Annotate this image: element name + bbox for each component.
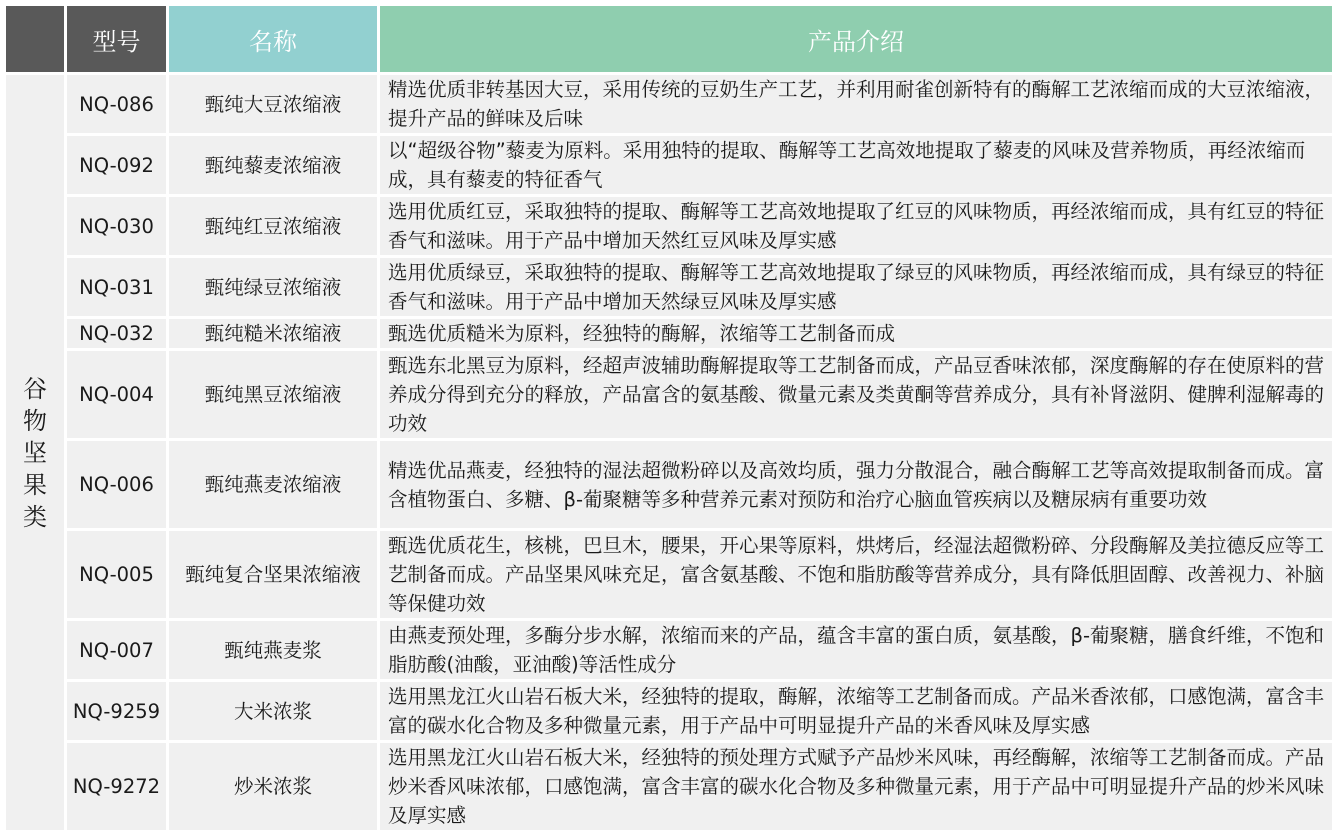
table-row — [6, 441, 1332, 528]
table-row — [6, 682, 1332, 740]
table-row — [6, 136, 1332, 194]
model-cell: NQ-032 — [67, 319, 166, 348]
description-cell: 精选优质非转基因大豆，采用传统的豆奶生产工艺，并利用耐雀创新特有的酶解工艺浓缩而成的大豆浓缩液，提升产品的鲜味及后味 — [380, 75, 1332, 133]
model-cell: NQ-007 — [67, 621, 166, 679]
table-row — [6, 197, 1332, 255]
header-row — [6, 6, 1332, 72]
description-cell: 由燕麦预处理，多酶分步水解，浓缩而来的产品，蕴含丰富的蛋白质，氨基酸，β-葡聚糖，膳食纤维，不饱和脂肪酸(油酸，亚油酸)等活性成分 — [380, 621, 1332, 679]
name-cell: 甄纯黑豆浓缩液 — [169, 351, 377, 438]
table-row — [6, 75, 1332, 133]
model-cell: NQ-030 — [67, 197, 166, 255]
table-row — [6, 319, 1332, 348]
model-cell: NQ-9272 — [67, 743, 166, 830]
description-cell: 选用黑龙江火山岩石板大米，经独特的提取，酶解，浓缩等工艺制备而成。产品米香浓郁，口感饱满，富含丰富的碳水化合物及多种微量元素，用于产品中可明显提升产品的米香风味及厚实感 — [380, 682, 1332, 740]
name-cell: 炒米浓浆 — [169, 743, 377, 830]
header-blank-cell — [6, 6, 64, 72]
model-cell: NQ-004 — [67, 351, 166, 438]
header-name: 名称 — [169, 6, 377, 72]
name-cell: 大米浓浆 — [169, 682, 377, 740]
name-cell: 甄纯红豆浓缩液 — [169, 197, 377, 255]
name-cell: 甄纯燕麦浆 — [169, 621, 377, 679]
name-cell: 甄纯复合坚果浓缩液 — [169, 531, 377, 618]
table-row — [6, 351, 1332, 438]
description-cell: 甄选优质花生，核桃，巴旦木，腰果，开心果等原料，烘烤后，经湿法超微粉碎、分段酶解及美拉德反应等工艺制备而成。产品坚果风味充足，富含氨基酸、不饱和脂肪酸等营养成分，具有降低胆固醇、改善视力、补脑等保健功效 — [380, 531, 1332, 618]
name-cell: 甄纯燕麦浓缩液 — [169, 441, 377, 528]
header-model: 型号 — [67, 6, 166, 72]
model-cell: NQ-9259 — [67, 682, 166, 740]
description-cell: 精选优品燕麦，经独特的湿法超微粉碎以及高效均质，强力分散混合，融合酶解工艺等高效提取制备而成。富含植物蛋白、多糖、β-葡聚糖等多种营养元素对预防和治疗心脑血管疾病以及糖尿病有重要功效 — [380, 441, 1332, 528]
name-cell: 甄纯绿豆浓缩液 — [169, 258, 377, 316]
product-table — [3, 3, 1335, 833]
category-cell — [6, 75, 64, 830]
name-cell: 甄纯藜麦浓缩液 — [169, 136, 377, 194]
description-cell: 选用优质绿豆，采取独特的提取、酶解等工艺高效地提取了绿豆的风味物质，再经浓缩而成，具有绿豆的特征香气和滋味。用于产品中增加天然绿豆风味及厚实感 — [380, 258, 1332, 316]
description-cell: 甄选东北黑豆为原料，经超声波辅助酶解提取等工艺制备而成，产品豆香味浓郁，深度酶解的存在使原料的营养成分得到充分的释放，产品富含的氨基酸、微量元素及类黄酮等营养成分，具有补肾滋阴、健脾利湿解毒的功效 — [380, 351, 1332, 438]
category-label: 谷物坚果类 — [23, 374, 47, 531]
name-cell: 甄纯大豆浓缩液 — [169, 75, 377, 133]
table-row — [6, 531, 1332, 618]
description-cell: 选用黑龙江火山岩石板大米，经独特的预处理方式赋予产品炒米风味，再经酶解，浓缩等工艺制备而成。产品炒米香风味浓郁，口感饱满，富含丰富的碳水化合物及多种微量元素，用于产品中可明显提升产品的炒米风味及厚实感 — [380, 743, 1332, 830]
model-cell: NQ-086 — [67, 75, 166, 133]
model-cell: NQ-092 — [67, 136, 166, 194]
table-row — [6, 743, 1332, 830]
table-row — [6, 258, 1332, 316]
model-cell: NQ-006 — [67, 441, 166, 528]
name-cell: 甄纯糙米浓缩液 — [169, 319, 377, 348]
header-description: 产品介绍 — [380, 6, 1332, 72]
model-cell: NQ-005 — [67, 531, 166, 618]
description-cell: 选用优质红豆，采取独特的提取、酶解等工艺高效地提取了红豆的风味物质，再经浓缩而成，具有红豆的特征香气和滋味。用于产品中增加天然红豆风味及厚实感 — [380, 197, 1332, 255]
description-cell: 甄选优质糙米为原料，经独特的酶解，浓缩等工艺制备而成 — [380, 319, 1332, 348]
model-cell: NQ-031 — [67, 258, 166, 316]
description-cell: 以“超级谷物”藜麦为原料。采用独特的提取、酶解等工艺高效地提取了藜麦的风味及营养物质，再经浓缩而成，具有藜麦的特征香气 — [380, 136, 1332, 194]
table-row — [6, 621, 1332, 679]
